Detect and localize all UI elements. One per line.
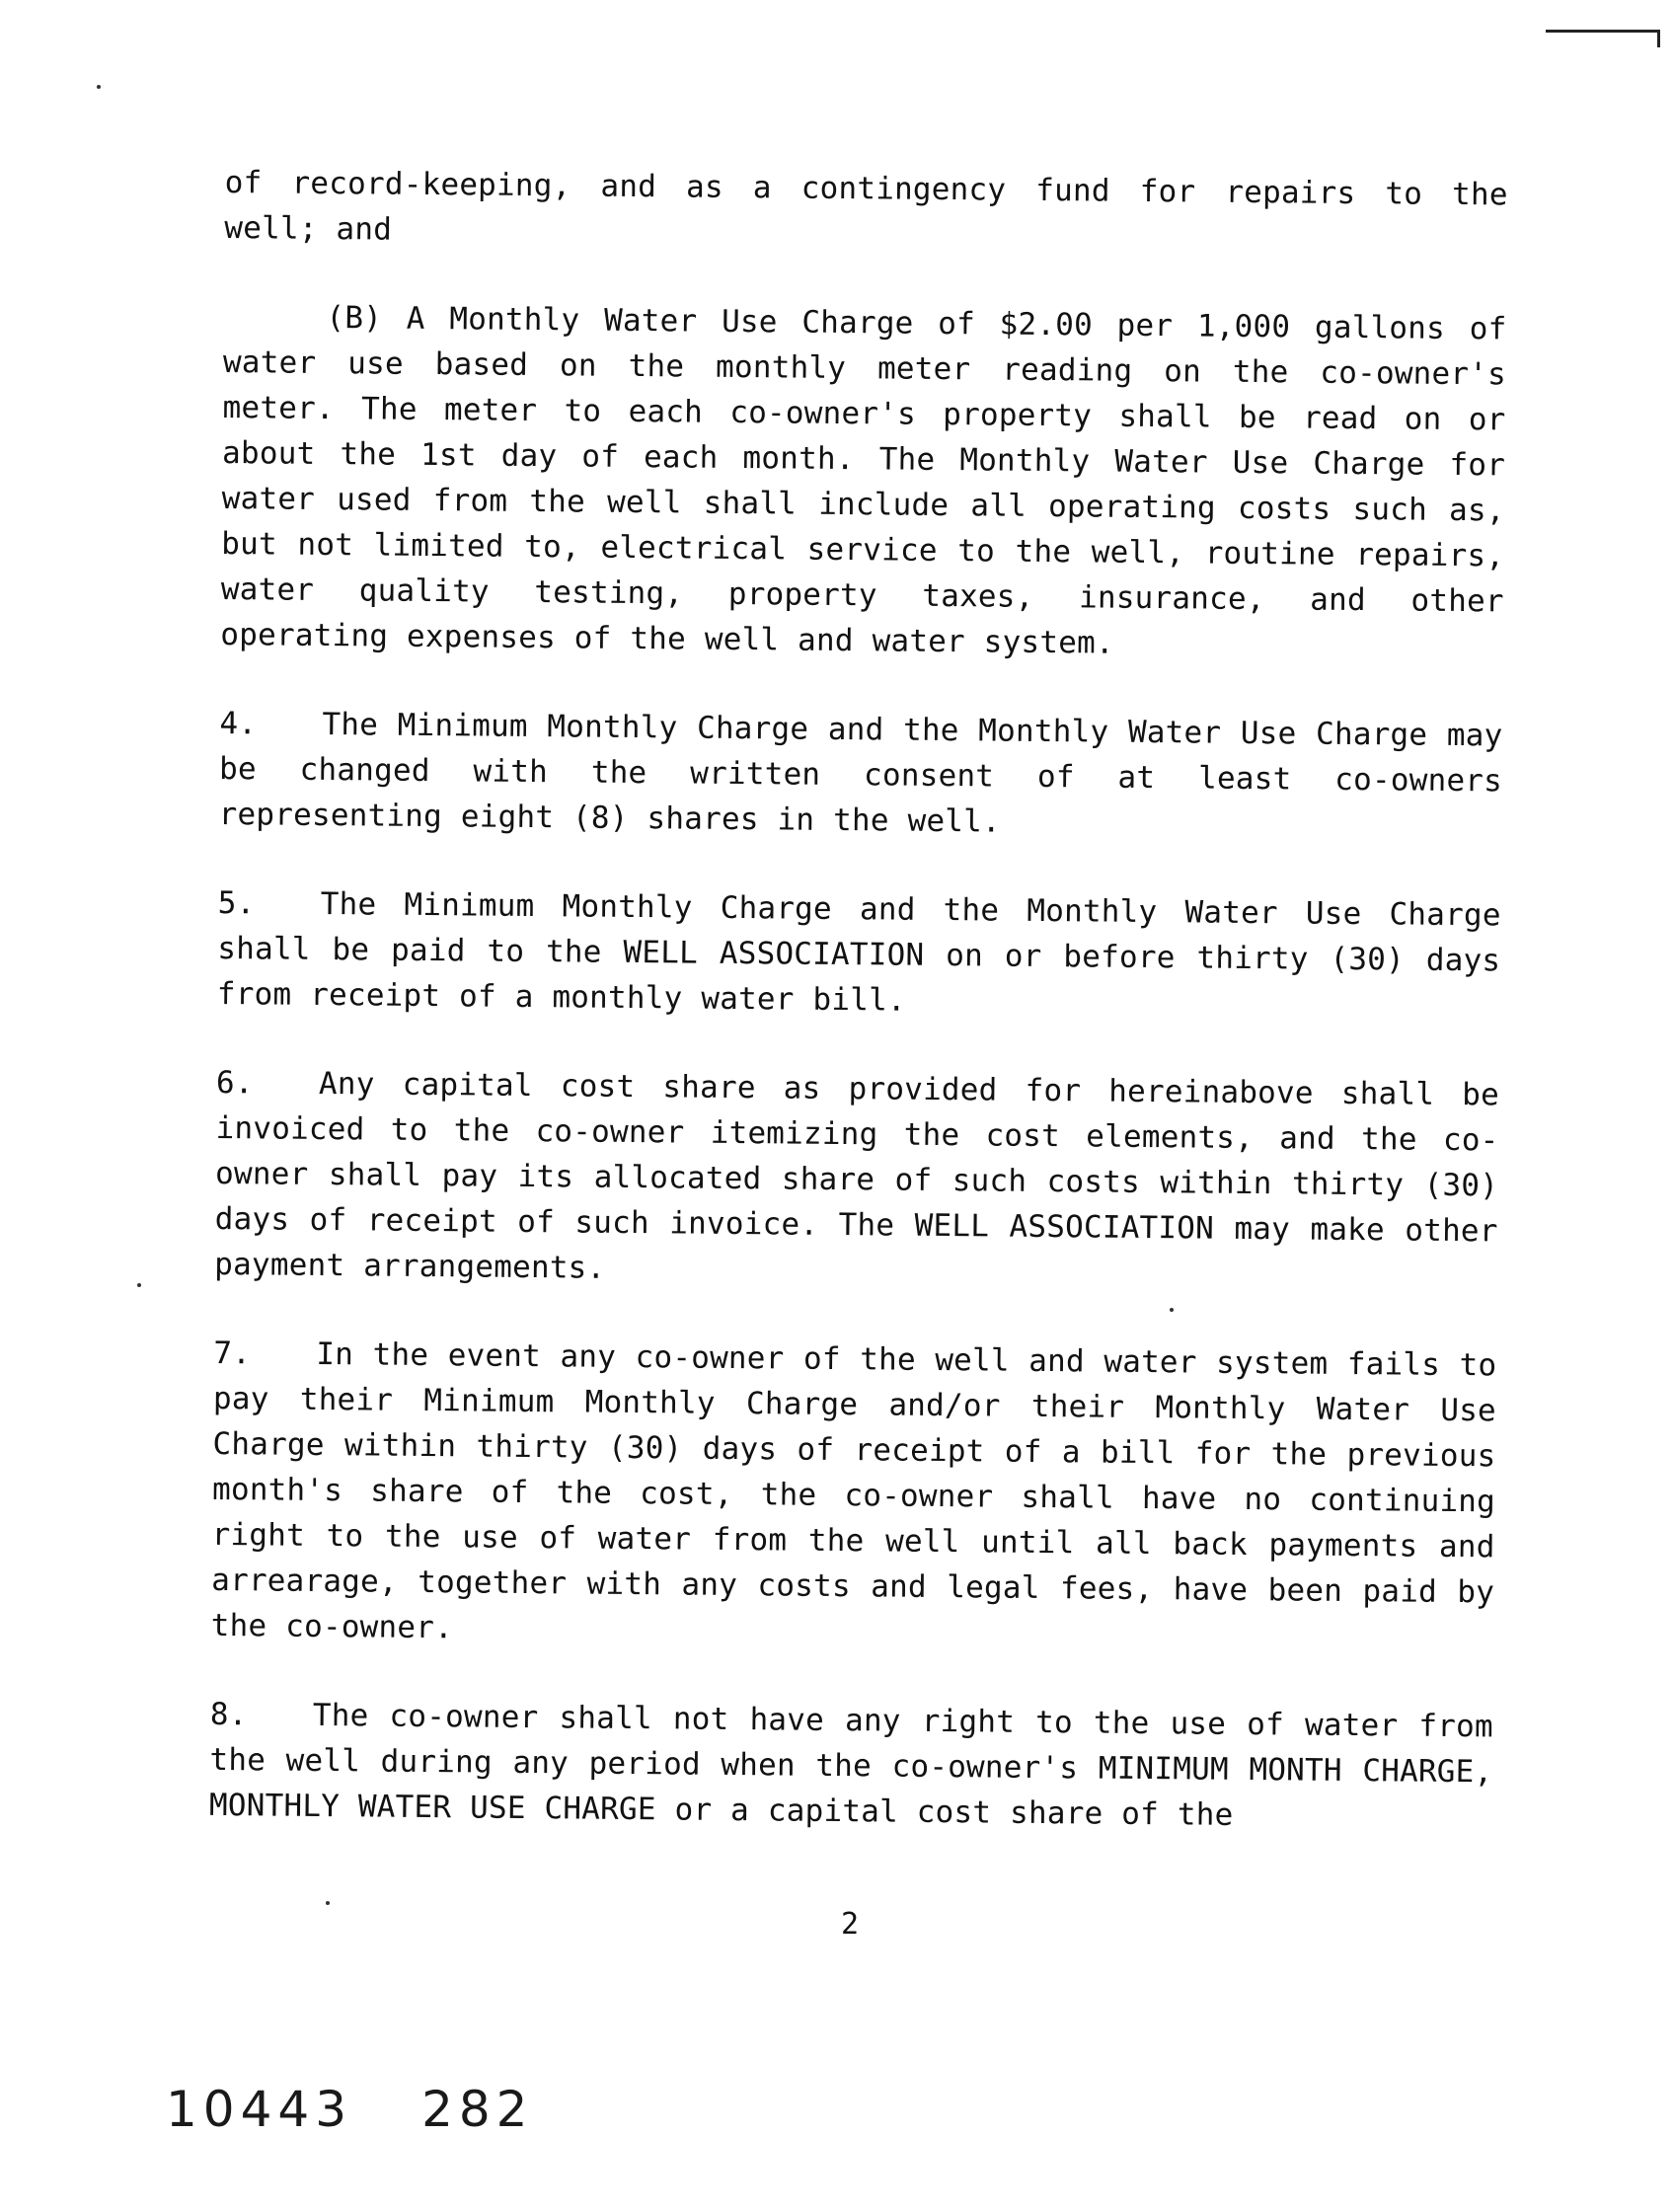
paragraph-text: The Minimum Monthly Charge and the Monthly Water Use Charge shall be paid to the WELL ASSOCIATION on or before thirty (30) days from receipt of a monthly water bill. [216,885,1501,1019]
paragraph-text: The co-owner shall not have any right to the use of water from the well during any period when the co-owner's MINIMUM MONTH CHARGE, MONTHLY WATER USE CHARGE or a capital cost share of the [208,1697,1493,1833]
page-number: 2 [841,1907,860,1942]
recording-book-number: 10443 [166,2081,353,2138]
paragraph-text: In the event any co-owner of the well and water system fails to pay their Minimum Monthly Charge and/or their Monthly Water Use Charge within thirty (30) days of receipt of a bill for the previous month's share of the cost, the co-owner shall have no continuing right to the use of water from the well until all back payments and arrearage, together with any costs and legal fees, have been paid by the co-owner. [210,1335,1497,1646]
paragraph-number: 4. [219,705,258,742]
paragraph-text: of record-keeping, and as a contingency fund for repairs to the well; and [224,164,1508,248]
paragraph-6 [214,1060,1499,1299]
paragraph-number: 8. [209,1696,248,1733]
paragraph-5 [217,880,1501,1029]
scan-speck [326,1901,330,1905]
paragraph-text: The Minimum Monthly Charge and the Monthly Water Use Charge may be changed with the written consent of at least co-owners representing eight (8) shares in the well. [218,706,1503,840]
scan-corner-mark [1546,30,1660,33]
scan-speck [137,1283,141,1287]
paragraph-number: 7. [213,1335,252,1372]
recording-page-number: 282 [421,2081,534,2138]
paragraph-7 [211,1331,1497,1660]
paragraph-number: 6. [215,1064,254,1102]
recording-reference [166,2081,534,2138]
paragraph-4 [218,701,1502,849]
paragraph-number: 5. [217,884,256,922]
paragraph-b-monthly-water-use-charge [220,294,1506,669]
paragraph-text: (B) A Monthly Water Use Charge of $2.00 per 1,000 gallons of water use based on the monthly meter reading on the co-owner's meter. The meter to each co-owner's property shall be read on or about the 1st day of each month. The Monthly Water Use Charge for water used from the well shall include all operating costs such as, but not limited to, electrical service to the well, routine repairs, water quality testing, property taxes, insurance, and other operating expenses of the well and water system. [220,299,1507,661]
scan-speck [97,85,101,89]
body-text [208,160,1508,1883]
paragraph-8 [209,1692,1493,1840]
paragraph-text: Any capital cost share as provided for hereinabove shall be invoiced to the co-owner itemizing the cost elements, and the co-owner shall pay its allocated share of such costs within thirty (30) days of receipt of such invoice. The WELL ASSOCIATION may make other payment arrangements. [214,1065,1500,1286]
paragraph-continuation [224,160,1508,263]
